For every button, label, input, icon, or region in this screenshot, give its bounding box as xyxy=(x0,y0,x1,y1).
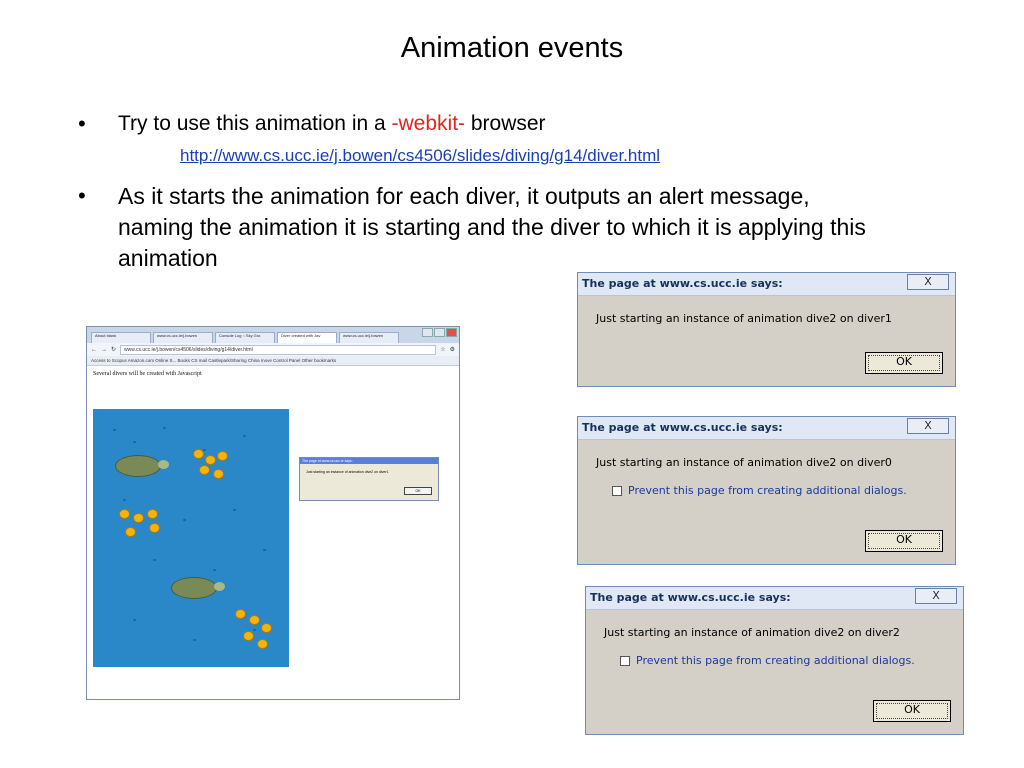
fish-icon xyxy=(213,469,224,479)
browser-toolbar xyxy=(87,343,459,356)
dialog-titlebar xyxy=(578,417,955,440)
close-button[interactable]: X xyxy=(915,588,957,604)
fish-icon xyxy=(147,509,158,519)
prevent-dialogs-label: Prevent this page from creating additional dialogs. xyxy=(628,484,907,497)
dialog-titlebar xyxy=(586,587,963,610)
browser-tab-strip xyxy=(87,327,459,343)
dialog-message: Just starting an instance of animation dive2 on diver2 xyxy=(604,626,900,639)
address-bar[interactable]: www.cs.ucc.ie/j.bowen/cs4506/slides/diving/g14/diver.html xyxy=(120,345,436,355)
ok-button[interactable]: OK xyxy=(865,352,943,374)
star-icon[interactable]: ☆ xyxy=(440,347,446,353)
bullet-glyph: • xyxy=(78,183,86,208)
prevent-dialogs-option[interactable] xyxy=(612,484,907,497)
alert-dialog-diver1 xyxy=(577,272,956,387)
browser-screenshot xyxy=(86,326,460,700)
prevent-dialogs-option[interactable] xyxy=(620,654,915,667)
dialog-title: The page at www.cs.ucc.ie says: xyxy=(582,277,783,290)
window-controls xyxy=(422,328,457,337)
turtle-icon xyxy=(115,455,161,477)
mini-ok-button[interactable]: OK xyxy=(404,487,432,495)
bullet-suffix: browser xyxy=(465,112,546,135)
browser-tab-active[interactable]: Diver created with Jav xyxy=(277,332,337,343)
dialog-title: The page at www.cs.ucc.ie says: xyxy=(582,421,783,434)
fish-icon xyxy=(217,451,228,461)
fish-icon xyxy=(243,631,254,641)
fish-icon xyxy=(133,513,144,523)
bullet-glyph: • xyxy=(78,111,86,136)
fish-icon xyxy=(119,509,130,519)
wrench-icon[interactable]: ⚙ xyxy=(449,347,455,353)
bullet-webkit xyxy=(78,109,546,139)
forward-icon[interactable]: → xyxy=(101,346,107,353)
mini-alert-dialog xyxy=(299,457,439,501)
fish-icon xyxy=(193,449,204,459)
webkit-highlight: -webkit- xyxy=(391,112,466,135)
turtle-icon xyxy=(171,577,217,599)
browser-tab[interactable]: www.cs.ucc.ie/j.bowen xyxy=(153,332,213,343)
ok-button[interactable]: OK xyxy=(873,700,951,722)
sea-animation-area xyxy=(93,409,289,667)
close-icon[interactable] xyxy=(446,328,457,337)
maximize-icon[interactable] xyxy=(434,328,445,337)
back-icon[interactable]: ← xyxy=(91,346,97,353)
slide-title: Animation events xyxy=(400,32,624,64)
browser-tab[interactable]: www.cs.ucc.ie/j.bowen xyxy=(339,332,399,343)
alert-dialog-diver0 xyxy=(577,416,956,565)
prevent-dialogs-checkbox[interactable] xyxy=(620,656,630,666)
fish-icon xyxy=(235,609,246,619)
browser-tab[interactable]: About blank xyxy=(91,332,151,343)
fish-icon xyxy=(125,527,136,537)
minimize-icon[interactable] xyxy=(422,328,433,337)
bullet-alert-description xyxy=(78,181,898,274)
dialog-message: Just starting an instance of animation dive2 on diver1 xyxy=(596,312,892,325)
reload-icon[interactable]: ↻ xyxy=(111,347,117,353)
bullet-text: As it starts the animation for each diver, it outputs an alert message, naming the animation it is starting and the diver to which it is applying this animation xyxy=(118,183,866,271)
fish-icon xyxy=(249,615,260,625)
prevent-dialogs-label: Prevent this page from creating additional dialogs. xyxy=(636,654,915,667)
close-button[interactable]: X xyxy=(907,274,949,290)
browser-tab[interactable]: Console Log :: Sky Gro xyxy=(215,332,275,343)
dialog-title: The page at www.cs.ucc.ie says: xyxy=(590,591,791,604)
dialog-message: Just starting an instance of animation dive2 on diver0 xyxy=(596,456,892,469)
fish-icon xyxy=(199,465,210,475)
fish-icon xyxy=(257,639,268,649)
bullet-text xyxy=(118,109,546,139)
dialog-titlebar xyxy=(578,273,955,296)
bullet-prefix: Try to use this animation in a xyxy=(118,112,392,135)
diver-demo-link[interactable]: http://www.cs.ucc.ie/j.bowen/cs4506/slides/diving/g14/diver.html xyxy=(180,146,661,165)
bookmarks-bar[interactable]: Access to Scopus Amazon.com Online S... Books CS mail Castlepark/Sharing China move Control Panel Other bookmarks xyxy=(87,356,459,366)
alert-dialog-diver2 xyxy=(585,586,964,735)
page-text: Several divers will be created with Javascript xyxy=(93,371,202,377)
fish-icon xyxy=(205,455,216,465)
prevent-dialogs-checkbox[interactable] xyxy=(612,486,622,496)
mini-dialog-title: The page at www.cs.ucc.ie says: xyxy=(300,458,438,464)
close-button[interactable]: X xyxy=(907,418,949,434)
fish-icon xyxy=(149,523,160,533)
ok-button[interactable]: OK xyxy=(865,530,943,552)
fish-icon xyxy=(261,623,272,633)
mini-dialog-message: Just starting an instance of animation dive2 on diver1 xyxy=(306,470,389,474)
